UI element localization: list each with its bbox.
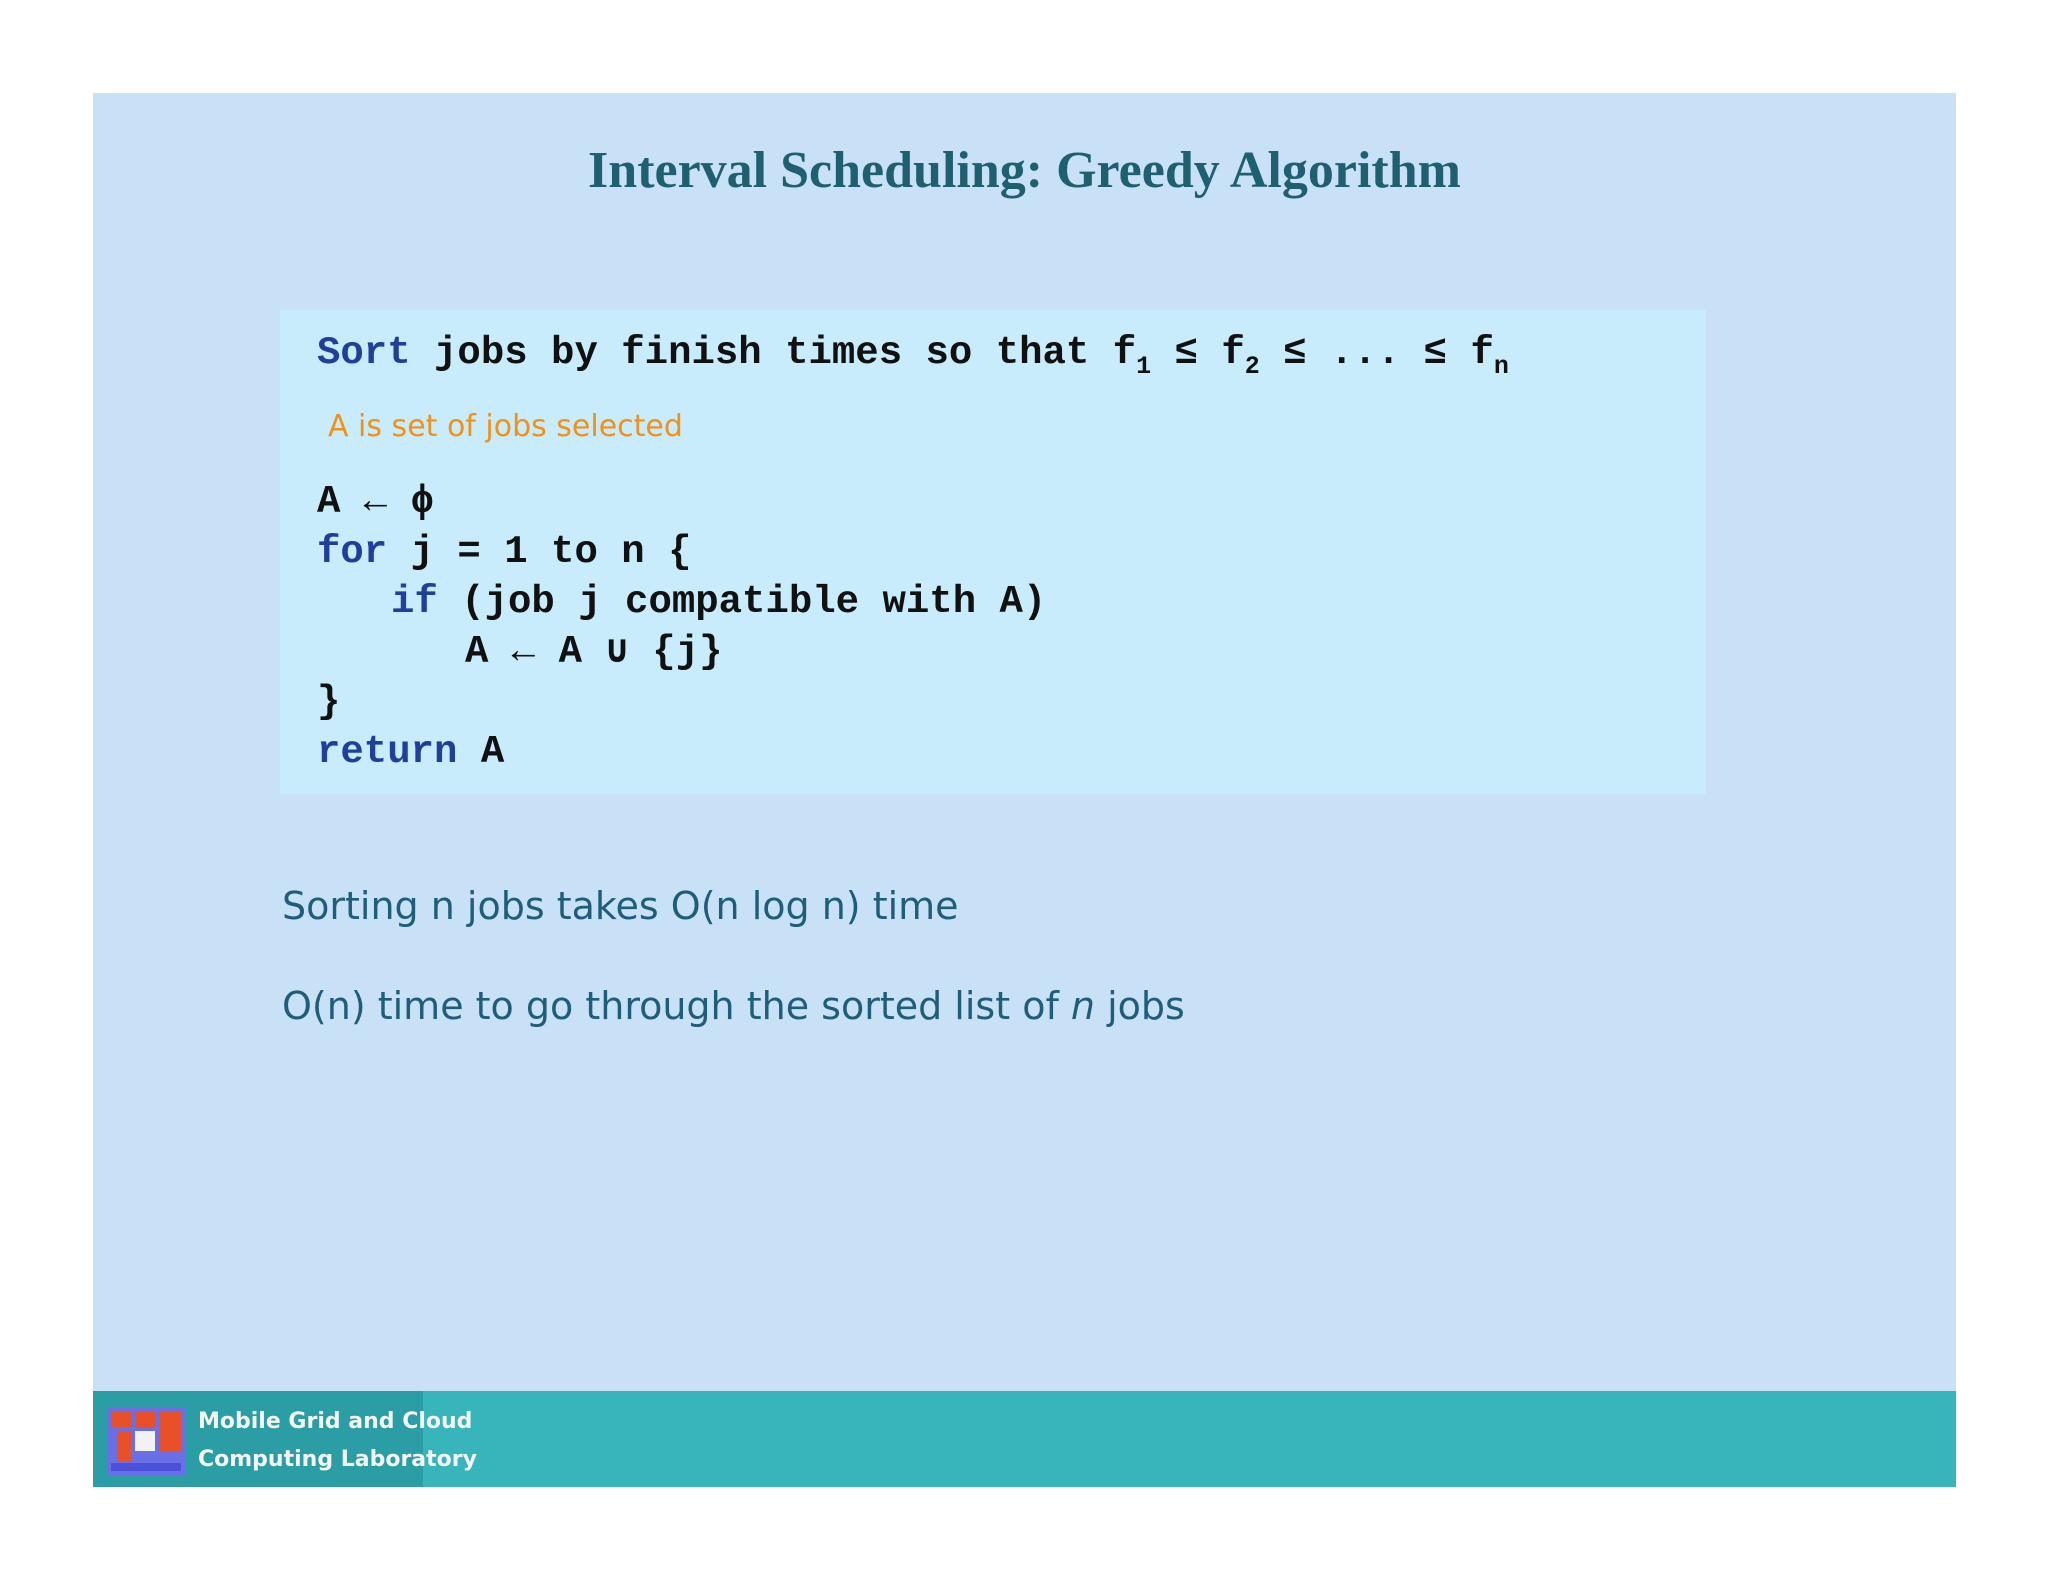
code-line-return	[317, 727, 504, 777]
code-line-sort	[317, 328, 1509, 392]
code-line-close: }	[317, 680, 341, 724]
code-keyword-if: if	[391, 580, 438, 624]
note-italic-n: n	[1070, 984, 1096, 1028]
lab-name-line1: Mobile Grid and Cloud	[198, 1409, 473, 1434]
slide-title: Interval Scheduling: Greedy Algorithm	[588, 142, 1461, 199]
lab-logo-icon	[107, 1407, 185, 1475]
code-text: jobs by finish times so that f	[410, 331, 1137, 375]
code-keyword-sort: Sort	[317, 331, 411, 375]
code-keyword-for: for	[317, 530, 388, 574]
note-text: O(n) time to go through the sorted list of	[282, 984, 1071, 1028]
code-keyword-return: return	[317, 730, 458, 774]
code-line-init: A ← ϕ	[317, 480, 435, 524]
code-text: j = 1 to n {	[387, 530, 692, 574]
lab-name-line2: Computing Laboratory	[198, 1447, 477, 1472]
pseudocode-box	[280, 310, 1706, 794]
code-text: ≤ f	[1151, 331, 1245, 375]
footer-bar	[93, 1391, 1956, 1487]
subscript: 1	[1136, 352, 1152, 381]
lab-logo	[93, 1391, 477, 1487]
subscript: 2	[1244, 352, 1260, 381]
code-comment: A is set of jobs selected	[328, 409, 683, 444]
note-scan-time	[282, 984, 1185, 1028]
code-line-if	[391, 577, 1046, 627]
code-line-for	[317, 527, 691, 577]
note-sorting-time: Sorting n jobs takes O(n log n) time	[282, 884, 959, 928]
note-text: jobs	[1095, 984, 1185, 1028]
slide	[93, 93, 1956, 1472]
code-text: A	[457, 730, 505, 774]
code-text: (job j compatible with A)	[437, 580, 1047, 624]
code-line-assign: A ← A ∪ {j}	[465, 630, 723, 674]
subscript: n	[1493, 352, 1509, 381]
code-text: ≤ ... ≤ f	[1259, 331, 1494, 375]
